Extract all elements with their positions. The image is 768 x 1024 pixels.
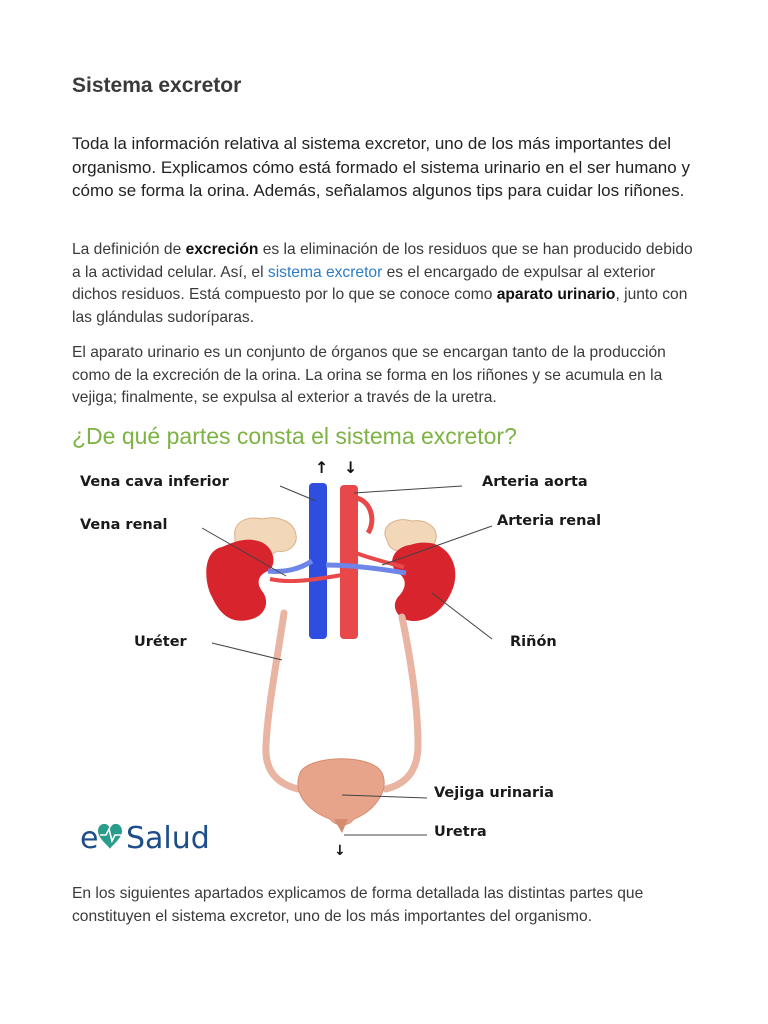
intro-paragraph: Toda la información relativa al sistema excretor, uno de los más importantes del organismo. Explicamos cómo está formado el sistema urinario en el ser humano y cómo se forma la orina. Además, señalamos algunos tips para cuidar los riñones. xyxy=(72,134,690,200)
kidney-left xyxy=(206,540,273,621)
vejiga-urinaria xyxy=(298,759,384,825)
arrow-up: ↑ xyxy=(315,458,329,477)
label-arteria-renal: Arteria renal xyxy=(497,513,602,529)
heart-icon xyxy=(98,824,122,849)
page-title: Sistema excretor xyxy=(72,74,242,97)
closing-paragraph: En los siguientes apartados explicamos de forma detallada las distintas partes que constituyen el sistema excretor, uno de los más importantes del organismo. xyxy=(72,885,644,925)
label-arteria-aorta: Arteria aorta xyxy=(482,474,588,490)
label-vejiga-urinaria: Vejiga urinaria xyxy=(434,785,554,801)
label-uretra: Uretra xyxy=(434,824,487,840)
label-vena-renal: Vena renal xyxy=(80,517,168,533)
text-span: es la eliminación de los residuos que se han producido debido a la actividad celular. Así, el xyxy=(72,241,693,281)
section-heading: ¿De qué partes consta el sistema excretor? xyxy=(72,423,517,449)
arrow-out: ↓ xyxy=(334,843,346,859)
kidney-right xyxy=(392,543,455,621)
logo-letter-e: e xyxy=(80,821,99,856)
text-span: La definición de xyxy=(72,241,186,258)
esalud-logo xyxy=(80,821,210,856)
text-span: es el encargado de expulsar al exterior dichos residuos. Está compuesto por lo que se conoce como xyxy=(72,263,656,303)
bold-term-aparato-urinario: aparato urinario xyxy=(496,286,616,303)
label-rinon: Riñón xyxy=(510,634,557,650)
excretory-system-diagram xyxy=(72,455,632,865)
urinary-system-paragraph: El aparato urinario es un conjunto de órganos que se encargan tanto de la producción como de la excreción de la orina. La orina se forma en los riñones y se acumula en la vejiga; finalmente, se expulsa al exterior a través de la uretra. xyxy=(72,344,666,406)
logo-word-salud: Salud xyxy=(126,821,210,856)
label-ureter: Uréter xyxy=(134,634,187,650)
sistema-excretor-link[interactable]: sistema excretor xyxy=(267,263,383,281)
ureter-left xyxy=(266,613,298,789)
label-vena-cava-inferior: Vena cava inferior xyxy=(80,474,229,490)
arteria-aorta xyxy=(340,485,358,639)
bold-term-excrecion: excreción xyxy=(185,241,259,258)
uretra xyxy=(334,819,348,833)
text-span: , junto con las glándulas sudoríparas. xyxy=(72,286,688,326)
ureter-right xyxy=(386,617,418,789)
arteria-renal-left xyxy=(270,575,342,581)
definition-paragraph xyxy=(72,239,702,329)
arrow-down: ↓ xyxy=(344,458,358,477)
